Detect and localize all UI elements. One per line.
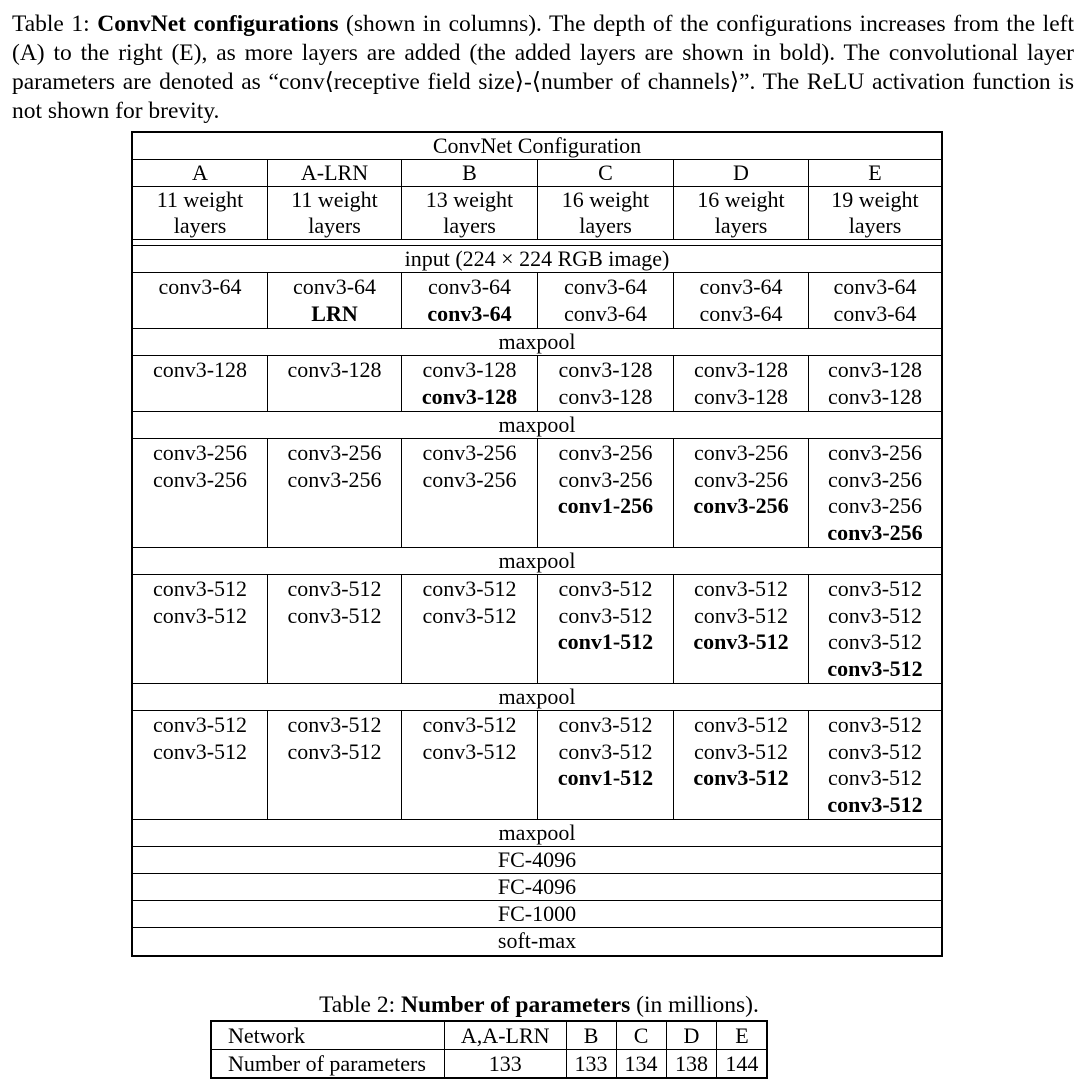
layer-label: conv3-256 (287, 466, 382, 492)
layer-label: conv3-64 (427, 274, 512, 299)
layer-label: conv3-512 (558, 602, 653, 628)
layer-label: conv1-512 (557, 629, 654, 654)
layer-label: conv3-256 (152, 466, 248, 492)
parameters-table (210, 1020, 768, 1079)
layer-label: conv1-512 (557, 765, 654, 790)
layer-label: conv3-128 (827, 357, 923, 382)
layer-label: conv3-512 (558, 738, 653, 764)
layer-label: conv3-256 (827, 519, 923, 545)
layer-cell-a (133, 273, 268, 328)
column-header-a (133, 160, 268, 239)
layer-label: conv3-512 (152, 602, 248, 628)
tail-row-fc-4096-a: FC-4096 (133, 847, 941, 874)
table2-row-label: Number of parameters (211, 1050, 444, 1079)
layer-label: conv3-512 (152, 712, 248, 737)
table2-caption-text: (in millions). (630, 992, 759, 1018)
layer-cell-a (133, 575, 268, 683)
layer-cell-c (538, 439, 674, 547)
layer-cell-a (133, 356, 268, 411)
layer-label: conv3-256 (558, 466, 653, 492)
column-depth: 16 weight layers (537, 186, 674, 239)
layer-label: conv3-64 (563, 300, 648, 326)
layer-label: conv3-128 (422, 357, 517, 382)
input-row: input (224 × 224 RGB image) (133, 246, 941, 273)
layer-cell-b (402, 439, 538, 547)
layer-label: conv3-512 (693, 576, 789, 601)
layer-cell-d (674, 575, 809, 683)
layer-cell-c (538, 575, 674, 683)
table1-caption-prefix: Table 1: (12, 11, 98, 37)
layer-label: conv3-512 (827, 655, 923, 681)
layer-label: conv3-512 (287, 576, 382, 601)
maxpool-row: maxpool (133, 329, 941, 356)
table2-caption-prefix: Table 2: (319, 992, 401, 1018)
conv-block-5 (133, 711, 941, 820)
layer-label: conv3-64 (833, 300, 917, 326)
layer-label: conv3-128 (421, 383, 518, 409)
layer-label: conv3-64 (833, 274, 917, 299)
layer-label: conv3-512 (693, 765, 789, 790)
layer-label: conv3-256 (693, 466, 789, 492)
layer-label: conv3-512 (422, 576, 517, 601)
column-header-b (402, 160, 538, 239)
table2-header-cell: Network (211, 1021, 444, 1050)
column-header-e (809, 160, 941, 239)
layer-label: conv3-512 (422, 712, 517, 737)
layer-label: conv3-512 (827, 629, 923, 654)
layer-cell-d (674, 273, 809, 328)
table2-value-cell: 133 (566, 1050, 616, 1079)
tail-row-fc-1000: FC-1000 (133, 901, 941, 928)
layer-cell-e (809, 575, 941, 683)
table1-caption-text: (shown in columns). The depth of the configurations increases from the left (A) to the right (E), as more layers are added (the added layers are shown in bold). The convolutional layer parameters are denoted as “conv⟨receptive field size⟩-⟨number of channels⟩”. The ReLU activation function is not shown for brevity. (12, 11, 1074, 124)
tail-row-maxpool: maxpool (133, 820, 941, 847)
maxpool-row: maxpool (133, 548, 941, 575)
layer-cell-a (133, 711, 268, 819)
layer-label: conv3-256 (827, 440, 923, 465)
layer-cell-a-lrn (268, 273, 402, 328)
column-name: B (462, 160, 477, 185)
table2-data-row (211, 1050, 767, 1079)
column-name: E (868, 160, 882, 185)
layer-cell-c (538, 356, 674, 411)
table2-header-cell: E (717, 1021, 768, 1050)
layer-label: conv3-512 (827, 738, 923, 764)
column-depth: 11 weight layers (267, 186, 402, 239)
column-depth: 16 weight layers (673, 186, 809, 239)
table1-caption (12, 10, 1074, 126)
layer-label: conv3-512 (152, 738, 248, 764)
layer-label: conv3-512 (422, 602, 517, 628)
layer-cell-b (402, 273, 538, 328)
layer-cell-b (402, 356, 538, 411)
column-name: D (733, 160, 749, 185)
table2-value-cell: 144 (717, 1050, 768, 1079)
layer-label: conv3-512 (693, 738, 789, 764)
layer-cell-e (809, 439, 941, 547)
layer-label: conv3-512 (827, 765, 923, 790)
layer-label: conv3-512 (827, 576, 923, 601)
column-name: A-LRN (300, 160, 369, 185)
layer-label: conv3-128 (693, 357, 789, 382)
column-header-a-lrn (268, 160, 402, 239)
table1-header-title: ConvNet Configuration (133, 133, 941, 160)
table2-value-cell: 133 (444, 1050, 566, 1079)
layer-label: LRN (311, 300, 358, 326)
layer-cell-e (809, 273, 941, 328)
column-depth: 13 weight layers (401, 186, 538, 239)
layer-label: conv3-256 (422, 440, 517, 465)
layer-label: conv3-512 (693, 712, 789, 737)
layer-cell-b (402, 711, 538, 819)
layer-cell-c (538, 273, 674, 328)
layer-label: conv3-512 (693, 629, 789, 654)
layer-label: conv3-512 (287, 738, 382, 764)
layer-label: conv3-256 (827, 493, 923, 518)
layer-cell-b (402, 575, 538, 683)
convnet-configurations-table (131, 131, 943, 957)
layer-cell-d (674, 711, 809, 819)
table2-value-cell: 134 (616, 1050, 666, 1079)
table2-header-cell: A,A-LRN (444, 1021, 566, 1050)
layer-label: conv3-64 (699, 300, 783, 326)
table1-caption-title: ConvNet configurations (97, 11, 339, 37)
layer-label: conv3-256 (693, 440, 789, 465)
layer-cell-a-lrn (268, 575, 402, 683)
column-header-d (674, 160, 809, 239)
maxpool-row: maxpool (133, 684, 941, 711)
layer-label: conv3-64 (699, 274, 783, 299)
layer-label: conv3-512 (287, 712, 382, 737)
table2-caption-title: Number of parameters (400, 992, 631, 1018)
layer-cell-e (809, 711, 941, 819)
layer-label: conv3-64 (563, 274, 648, 299)
layer-label: conv3-64 (292, 274, 377, 299)
column-depth: 11 weight layers (132, 186, 268, 239)
layer-label: conv3-256 (287, 440, 382, 465)
layer-label: conv3-256 (558, 440, 653, 465)
layer-label: conv3-128 (558, 357, 653, 382)
layer-label: conv3-256 (827, 466, 923, 492)
layer-cell-a (133, 439, 268, 547)
layer-label: conv3-256 (693, 493, 789, 518)
layer-cell-e (809, 356, 941, 411)
layer-label: conv3-256 (422, 466, 517, 492)
layer-cell-a-lrn (268, 439, 402, 547)
layer-label: conv3-512 (827, 602, 923, 628)
column-name: A (192, 160, 208, 185)
conv-block-1 (133, 273, 941, 329)
layer-cell-a-lrn (268, 356, 402, 411)
layer-label: conv3-128 (693, 383, 789, 409)
layer-label: conv3-512 (827, 791, 923, 817)
layer-cell-d (674, 439, 809, 547)
layer-label: conv3-256 (152, 440, 248, 465)
column-name: C (598, 160, 613, 185)
layer-label: conv3-512 (693, 602, 789, 628)
table2-header-cell: B (566, 1021, 616, 1050)
tail-row-soft-max: soft-max (497, 928, 577, 953)
table1-column-headers (133, 160, 941, 240)
table2-header-cell: C (616, 1021, 666, 1050)
layer-label: conv1-256 (557, 493, 654, 518)
layer-label: conv3-128 (827, 383, 923, 409)
layer-label: conv3-64 (158, 274, 242, 299)
layer-label: conv3-128 (558, 383, 653, 409)
column-header-c (538, 160, 674, 239)
table2-header-row (211, 1021, 767, 1050)
layer-cell-d (674, 356, 809, 411)
layer-label: conv3-128 (287, 357, 382, 382)
layer-cell-c (538, 711, 674, 819)
table2-caption (0, 991, 1086, 1019)
layer-label: conv3-512 (422, 738, 517, 764)
tail-row-fc-4096-b: FC-4096 (133, 874, 941, 901)
conv-block-2 (133, 356, 941, 412)
layer-label: conv3-512 (287, 602, 382, 628)
layer-label: conv3-128 (152, 357, 248, 382)
table2-header-cell: D (666, 1021, 717, 1050)
conv-block-4 (133, 575, 941, 684)
layer-label: conv3-512 (558, 712, 653, 737)
layer-label: conv3-64 (427, 300, 512, 326)
layer-cell-a-lrn (268, 711, 402, 819)
conv-block-3 (133, 439, 941, 548)
table2-value-cell: 138 (666, 1050, 717, 1079)
layer-label: conv3-512 (152, 576, 248, 601)
column-depth: 19 weight layers (808, 186, 942, 239)
maxpool-row: maxpool (133, 412, 941, 439)
layer-label: conv3-512 (558, 576, 653, 601)
layer-label: conv3-512 (827, 712, 923, 737)
